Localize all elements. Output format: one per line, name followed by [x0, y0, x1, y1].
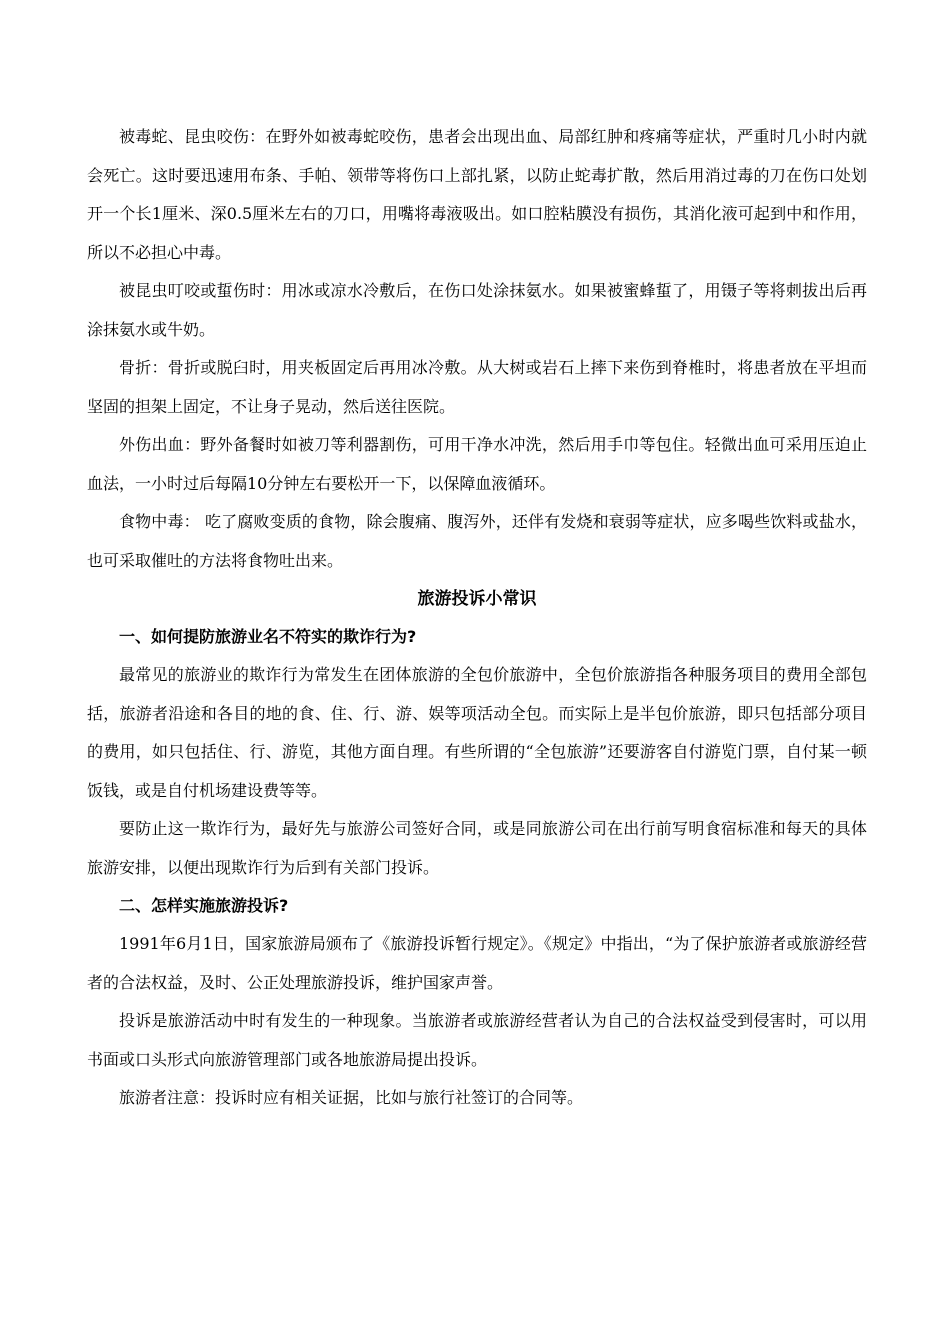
paragraph-fracture: 骨折：骨折或脱臼时，用夹板固定后再用冰冷敷。从大树或岩石上摔下来伤到脊椎时，将患者放在平坦而坚固的担架上固定，不让身子晃动，然后送往医院。 [87, 358, 867, 416]
paragraph-insect-sting: 被昆虫叮咬或蜇伤时：用冰或凉水冷敷后，在伤口处涂抹氨水。如果被蜜蜂蜇了，用镊子等将刺拔出后再涂抹氨水或牛奶。 [87, 281, 867, 339]
section-title: 旅游投诉小常识 [417, 589, 537, 609]
paragraph-complaint-definition: 投诉是旅游活动中时有发生的一种现象。当旅游者或旅游经营者认为自己的合法权益受到侵害时，可以用书面或口头形式向旅游管理部门或各地旅游局提出投诉。 [87, 1011, 867, 1069]
paragraph-fraud-advice: 要防止这一欺诈行为，最好先与旅游公司签好合同，或是同旅游公司在出行前写明食宿标准和每天的具体旅游安排，以便出现欺诈行为后到有关部门投诉。 [87, 819, 867, 877]
paragraph-fraud-description: 最常见的旅游业的欺诈行为常发生在团体旅游的全包价旅游中，全包价旅游指各种服务项目的费用全部包括，旅游者沿途和各目的地的食、住、行、游、娱等项活动全包。而实际上是半包价旅游，即只包括部分项目的费用，如只包括住、行、游览，其他方面自理。有些所谓的“全包旅游”还要游客自付游览门票，自付某一顿饭钱，或是自付机场建设费等等。 [87, 665, 867, 800]
document-page [87, 118, 867, 1118]
heading-complaint-process: 二、怎样实施旅游投诉? [119, 896, 289, 915]
paragraph-regulation: 1991年6月1日，国家旅游局颁布了《旅游投诉暂行规定》。《规定》中指出，“为了保护旅游者或旅游经营者的合法权益，及时、公正处理旅游投诉，维护国家声誉。 [87, 934, 867, 992]
paragraph-snake-bite: 被毒蛇、昆虫咬伤：在野外如被毒蛇咬伤，患者会出现出血、局部红肿和疼痛等症状，严重时几小时内就会死亡。这时要迅速用布条、手帕、领带等将伤口上部扎紧，以防止蛇毒扩散，然后用消过毒的刀在伤口处划开一个长1厘米、深0.5厘米左右的刀口，用嘴将毒液吸出。如口腔粘膜没有损伤，其消化液可起到中和作用，所以不必担心中毒。 [87, 127, 867, 262]
paragraph-food-poisoning: 食物中毒： 吃了腐败变质的食物，除会腹痛、腹泻外，还伴有发烧和衰弱等症状，应多喝些饮料或盐水，也可采取催吐的方法将食物吐出来。 [87, 512, 867, 570]
paragraph-bleeding: 外伤出血：野外备餐时如被刀等利器割伤，可用干净水冲洗，然后用手巾等包住。轻微出血可采用压迫止血法，一小时过后每隔10分钟左右要松开一下，以保障血液循环。 [87, 435, 867, 493]
heading-fraud-prevention: 一、如何提防旅游业名不符实的欺诈行为? [119, 627, 417, 646]
paragraph-traveler-note: 旅游者注意：投诉时应有相关证据，比如与旅行社签订的合同等。 [119, 1088, 584, 1107]
